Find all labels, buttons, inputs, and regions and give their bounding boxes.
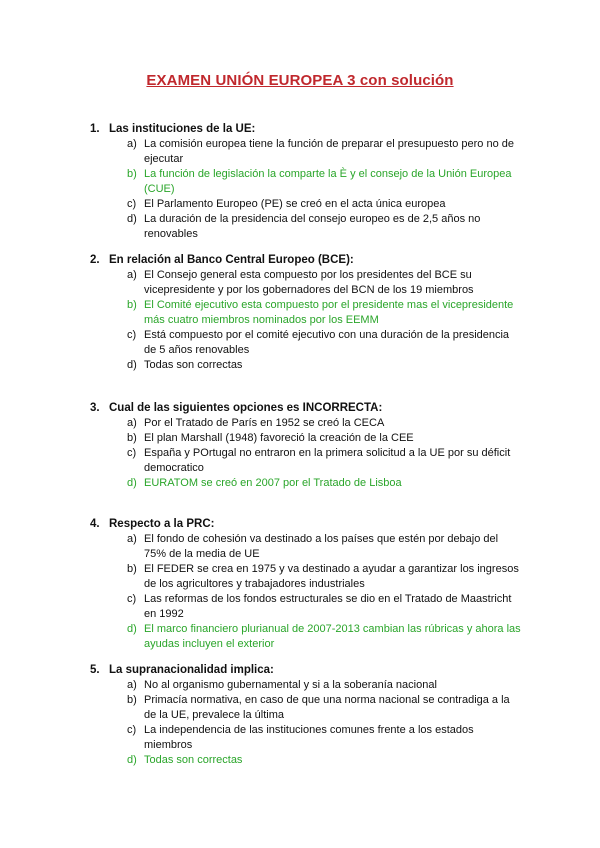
option-letter: b) — [127, 694, 137, 706]
question-heading — [0, 400, 600, 416]
option-text: La independencia de las instituciones comunes frente a los estados miembros — [144, 724, 474, 751]
option-text: No al organismo gubernamental y si a la soberanía nacional — [144, 679, 437, 691]
option-text: La comisión europea tiene la función de preparar el presupuesto pero no de ejecutar — [144, 138, 514, 165]
option-letter: b) — [127, 299, 137, 311]
option-letter: d) — [127, 359, 137, 371]
option-text: El plan Marshall (1948) favoreció la creación de la CEE — [144, 432, 414, 444]
option-text: El marco financiero plurianual de 2007-2013 cambian las rúbricas y ahora las ayudas incluyen el exterior — [144, 623, 521, 650]
question-text: En relación al Banco Central Europeo (BCE): — [109, 254, 354, 266]
question-text: Respecto a la PRC: — [109, 518, 215, 530]
question-number: 2. — [90, 254, 100, 266]
option-text: España y POrtugal no entraron en la primera solicitud a la UE por su déficit democratico — [144, 447, 511, 474]
question-heading — [0, 516, 600, 532]
question-number: 5. — [90, 664, 100, 676]
option-a — [0, 678, 522, 693]
option-d — [0, 476, 522, 491]
option-c — [0, 446, 522, 476]
option-text: El fondo de cohesión va destinado a los países que estén por debajo del 75% de la media de UE — [144, 533, 499, 560]
option-c — [0, 723, 522, 753]
options-list — [0, 678, 600, 768]
option-text: Todas son correctas — [144, 754, 243, 766]
option-letter: a) — [127, 138, 137, 150]
option-a — [0, 268, 522, 298]
question-text: Las instituciones de la UE: — [109, 123, 256, 135]
option-d — [0, 358, 522, 373]
option-a — [0, 137, 522, 167]
option-letter: a) — [127, 269, 137, 281]
option-letter: d) — [127, 623, 137, 635]
option-text: Está compuesto por el comité ejecutivo con una duración de la presidencia de 5 años renovables — [144, 329, 510, 356]
options-list — [0, 532, 600, 652]
option-letter: a) — [127, 679, 137, 691]
option-b — [0, 693, 522, 723]
option-letter: c) — [127, 198, 137, 210]
option-c — [0, 328, 522, 358]
question-1 — [0, 121, 600, 242]
option-text: Las reformas de los fondos estructurales se dio en el Tratado de Maastricht en 1992 — [144, 593, 512, 620]
question-heading — [0, 121, 600, 137]
option-letter: c) — [127, 593, 137, 605]
option-letter: d) — [127, 477, 137, 489]
option-text: El Consejo general esta compuesto por los presidentes del BCE su vicepresidente y por los gobernadores del BCN de los 19 miembros — [144, 269, 474, 296]
question-2 — [0, 252, 600, 373]
option-a — [0, 416, 522, 431]
option-text: EURATOM se creó en 2007 por el Tratado de Lisboa — [144, 477, 402, 489]
options-list — [0, 416, 600, 491]
option-letter: d) — [127, 213, 137, 225]
option-text: La duración de la presidencia del consejo europeo es de 2,5 años no renovables — [144, 213, 481, 240]
question-4 — [0, 516, 600, 652]
option-c — [0, 592, 522, 622]
option-letter: a) — [127, 417, 137, 429]
option-text: El FEDER se crea en 1975 y va destinado a ayudar a garantizar los ingresos de los agricultores y trabajadores industriales — [144, 563, 519, 590]
options-list — [0, 268, 600, 373]
option-c — [0, 197, 522, 212]
option-letter: b) — [127, 563, 137, 575]
question-number: 4. — [90, 518, 100, 530]
option-letter: c) — [127, 329, 137, 341]
page-title: EXAMEN UNIÓN EUROPEA 3 con solución — [146, 72, 454, 89]
options-list — [0, 137, 600, 242]
option-b — [0, 562, 522, 592]
option-text: Todas son correctas — [144, 359, 243, 371]
option-letter: b) — [127, 432, 137, 444]
question-5 — [0, 662, 600, 768]
question-text: Cual de las siguientes opciones es INCORRECTA: — [109, 402, 383, 414]
option-d — [0, 212, 522, 242]
option-letter: c) — [127, 724, 137, 736]
option-letter: d) — [127, 754, 137, 766]
option-b — [0, 431, 522, 446]
option-text: El Parlamento Europeo (PE) se creó en el acta única europea — [144, 198, 446, 210]
option-text: Primacía normativa, en caso de que una norma nacional se contradiga a la de la UE, prevalece la última — [144, 694, 510, 721]
option-letter: a) — [127, 533, 137, 545]
question-heading — [0, 252, 600, 268]
option-d — [0, 753, 522, 768]
option-text: Por el Tratado de París en 1952 se creó la CECA — [144, 417, 385, 429]
question-heading — [0, 662, 600, 678]
question-text: La supranacionalidad implica: — [109, 664, 274, 676]
question-number: 3. — [90, 402, 100, 414]
option-letter: c) — [127, 447, 137, 459]
option-a — [0, 532, 522, 562]
option-text: La función de legislación la comparte la È y el consejo de la Unión Europea (CUE) — [144, 168, 512, 195]
question-3 — [0, 400, 600, 491]
option-d — [0, 622, 522, 652]
question-number: 1. — [90, 123, 100, 135]
option-text: El Comité ejecutivo esta compuesto por el presidente mas el vicepresidente más cuatro miembros nominados por los EEMM — [144, 299, 514, 326]
option-b — [0, 167, 522, 197]
option-b — [0, 298, 522, 328]
option-letter: b) — [127, 168, 137, 180]
